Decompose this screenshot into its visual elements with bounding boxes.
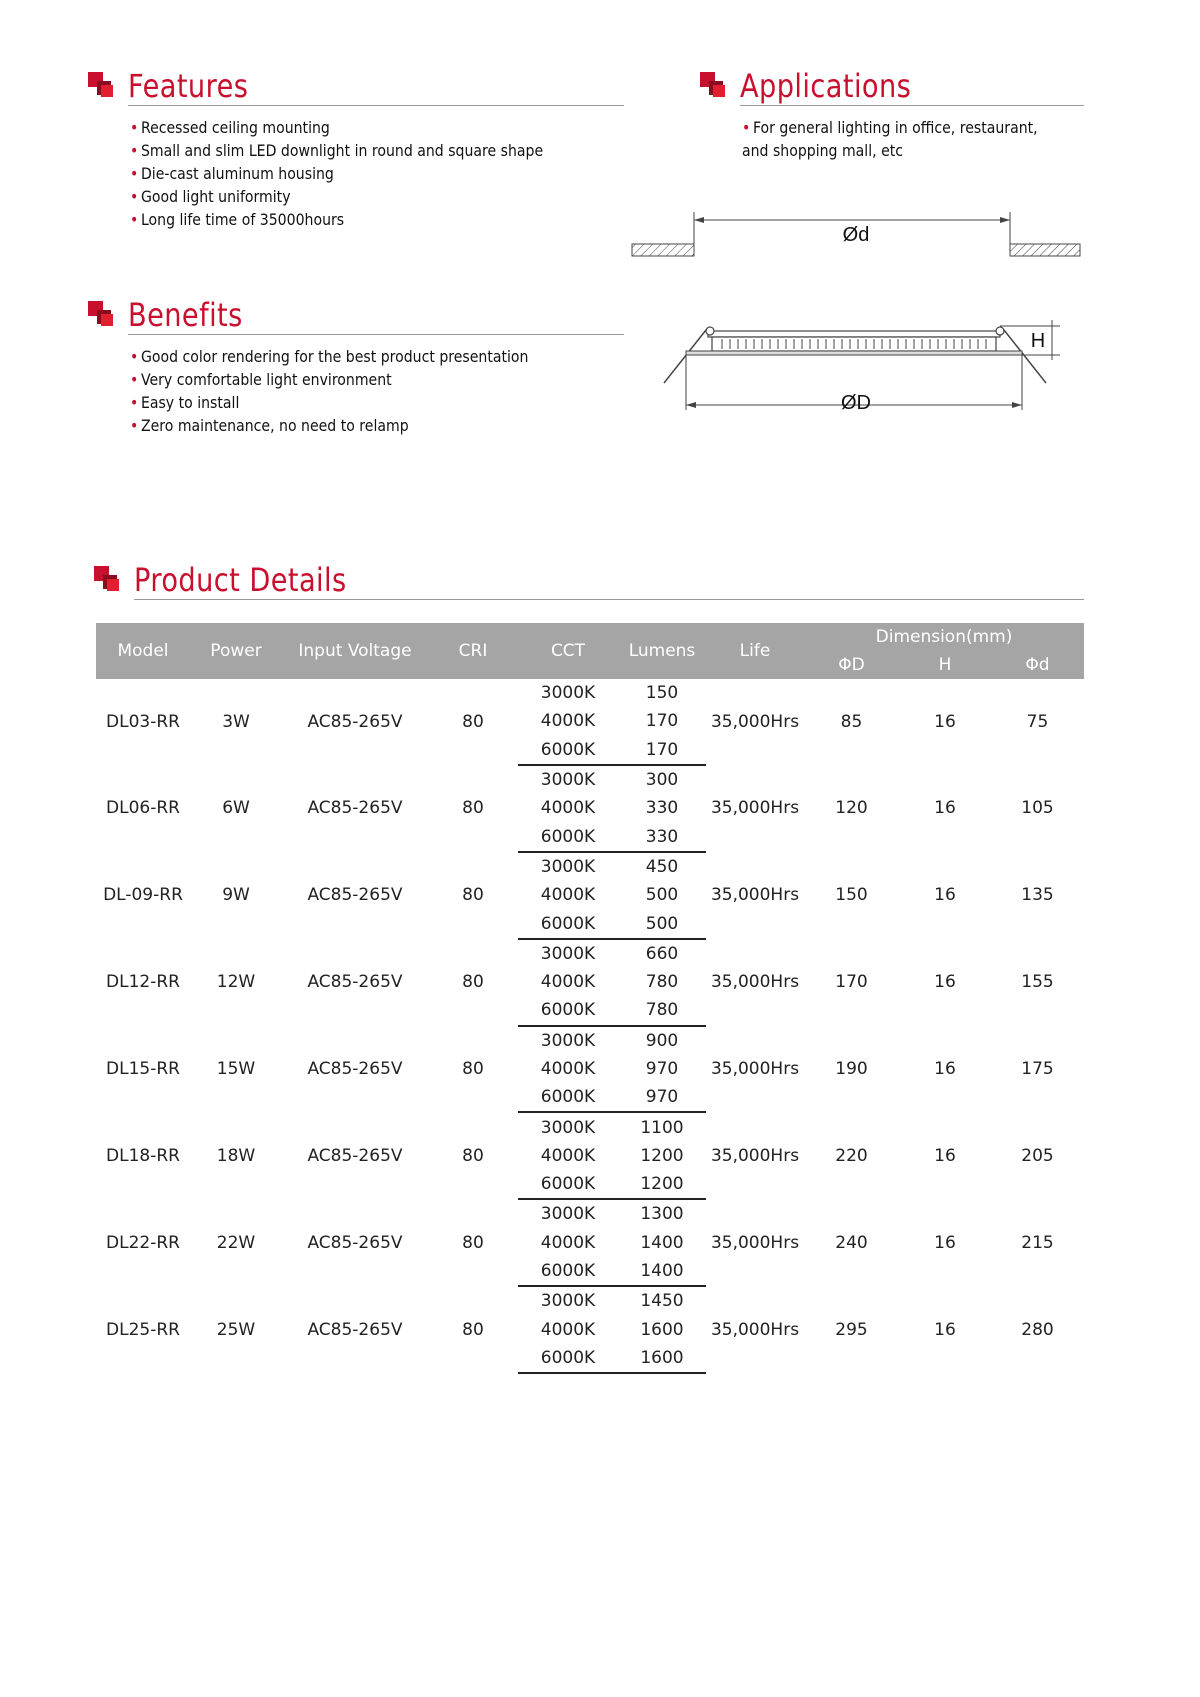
applications-section bbox=[700, 68, 1084, 162]
benefits-list bbox=[130, 345, 624, 437]
cell-life: 35,000Hrs bbox=[710, 1232, 800, 1253]
cell-voltage: AC85-265V bbox=[307, 1232, 403, 1253]
header-lumens: Lumens bbox=[618, 623, 706, 679]
cell-height: 16 bbox=[934, 798, 956, 819]
table-row bbox=[96, 1286, 1084, 1315]
cell-lumens: 330 bbox=[645, 798, 679, 819]
cell-power: 3W bbox=[222, 711, 250, 732]
applications-list bbox=[742, 116, 1084, 162]
cell-cri: 80 bbox=[462, 1059, 484, 1079]
cell-lumens: 1600 bbox=[618, 1344, 706, 1373]
cell-life: 35,000Hrs bbox=[710, 711, 800, 732]
divider bbox=[740, 105, 1084, 106]
cell-lumens: 970 bbox=[618, 1083, 706, 1112]
cell-life: 35,000Hrs bbox=[710, 972, 800, 993]
cell-cutout-diameter: 75 bbox=[1026, 711, 1049, 732]
cell-outer-diameter: 170 bbox=[835, 972, 868, 993]
cell-cct: 4000K bbox=[540, 711, 596, 732]
cell-outer-diameter: 220 bbox=[835, 1145, 868, 1166]
product-details-section bbox=[94, 562, 1084, 598]
cell-cct: 6000K bbox=[518, 1170, 618, 1199]
cell-lumens: 170 bbox=[645, 711, 679, 732]
table-row bbox=[96, 765, 1084, 794]
features-list bbox=[130, 116, 624, 231]
header-outer-diameter: ΦD bbox=[804, 651, 899, 679]
cell-outer-diameter: 240 bbox=[835, 1232, 868, 1253]
benefits-title: Benefits bbox=[128, 296, 243, 334]
cell-power: 22W bbox=[216, 1232, 256, 1253]
cell-model: DL-09-RR bbox=[103, 885, 183, 906]
cell-cct: 3000K bbox=[540, 1291, 596, 1312]
cell-cct: 3000K bbox=[540, 1117, 596, 1138]
header-cutout-diameter: Φd bbox=[991, 651, 1084, 679]
list-item: • For general lighting in office, restaurant, and shopping mall, etc bbox=[742, 118, 1038, 160]
cell-voltage: AC85-265V bbox=[307, 798, 403, 819]
cell-outer-diameter: 190 bbox=[835, 1059, 868, 1079]
cell-power: 18W bbox=[216, 1145, 256, 1166]
cell-cct: 3000K bbox=[540, 1030, 596, 1051]
cell-life: 35,000Hrs bbox=[710, 1145, 800, 1166]
list-item: • Very comfortable light environment bbox=[130, 370, 392, 389]
cell-power: 15W bbox=[216, 1059, 256, 1079]
height-dimension-label: H bbox=[1030, 330, 1046, 352]
header-dimension: Dimension(mm) bbox=[804, 623, 1084, 651]
features-title: Features bbox=[128, 67, 249, 105]
applications-title: Applications bbox=[740, 67, 912, 105]
product-details-body bbox=[96, 679, 1084, 1373]
cell-power: 6W bbox=[222, 798, 250, 819]
cell-cri: 80 bbox=[462, 1232, 484, 1253]
cell-power: 9W bbox=[222, 885, 250, 906]
cell-cutout-diameter: 155 bbox=[1021, 972, 1054, 993]
cell-lumens: 780 bbox=[645, 972, 679, 993]
cell-lumens: 330 bbox=[618, 822, 706, 851]
cell-cutout-diameter: 215 bbox=[1021, 1232, 1054, 1253]
cell-lumens: 1300 bbox=[640, 1204, 684, 1225]
cell-power: 12W bbox=[216, 972, 256, 993]
cell-outer-diameter: 295 bbox=[835, 1319, 868, 1340]
cutout-dimension-label: Ød bbox=[842, 224, 870, 246]
cell-cct: 6000K bbox=[518, 909, 618, 938]
cell-height: 16 bbox=[934, 1232, 956, 1253]
cell-model: DL12-RR bbox=[106, 972, 180, 993]
table-row bbox=[96, 1026, 1084, 1055]
cell-height: 16 bbox=[934, 1319, 956, 1340]
table-row bbox=[96, 852, 1084, 881]
cell-height: 16 bbox=[934, 1059, 956, 1079]
cell-model: DL25-RR bbox=[106, 1319, 180, 1340]
cell-cct: 6000K bbox=[518, 1257, 618, 1286]
cell-cct: 6000K bbox=[518, 1083, 618, 1112]
cell-lumens: 1400 bbox=[640, 1232, 684, 1253]
features-section bbox=[88, 68, 624, 231]
product-details-table bbox=[96, 623, 1084, 1374]
cell-cutout-diameter: 105 bbox=[1021, 798, 1054, 819]
table-row bbox=[96, 939, 1084, 968]
cell-lumens: 780 bbox=[618, 996, 706, 1025]
list-item: • Small and slim LED downlight in round and square shape bbox=[130, 141, 544, 160]
cell-cct: 6000K bbox=[518, 736, 618, 765]
list-item: • Recessed ceiling mounting bbox=[130, 118, 330, 137]
section-bullet-icon bbox=[700, 72, 728, 100]
cell-lumens: 660 bbox=[645, 943, 679, 964]
cell-cct: 6000K bbox=[518, 822, 618, 851]
header-cct: CCT bbox=[518, 623, 618, 679]
cell-voltage: AC85-265V bbox=[307, 1059, 403, 1079]
cell-cct: 6000K bbox=[518, 1344, 618, 1373]
cell-cri: 80 bbox=[462, 798, 484, 819]
cell-lumens: 1450 bbox=[640, 1291, 684, 1312]
cell-cct: 4000K bbox=[540, 798, 596, 819]
cell-outer-diameter: 120 bbox=[835, 798, 868, 819]
cell-cri: 80 bbox=[462, 711, 484, 732]
cell-lumens: 1400 bbox=[618, 1257, 706, 1286]
cell-lumens: 1200 bbox=[618, 1170, 706, 1199]
table-row bbox=[96, 1112, 1084, 1141]
cell-lumens: 1100 bbox=[640, 1117, 684, 1138]
cell-height: 16 bbox=[934, 711, 956, 732]
cell-voltage: AC85-265V bbox=[307, 972, 403, 993]
divider bbox=[128, 105, 624, 106]
cell-cutout-diameter: 175 bbox=[1021, 1059, 1054, 1079]
cell-voltage: AC85-265V bbox=[307, 711, 403, 732]
cell-cct: 3000K bbox=[540, 1204, 596, 1225]
list-item: • Long life time of 35000hours bbox=[130, 210, 345, 229]
cell-outer-diameter: 150 bbox=[835, 885, 868, 906]
cell-power: 25W bbox=[216, 1319, 256, 1340]
table-row bbox=[96, 679, 1084, 707]
cell-cct: 4000K bbox=[540, 972, 596, 993]
cell-lumens: 170 bbox=[618, 736, 706, 765]
cell-cct: 3000K bbox=[540, 943, 596, 964]
cell-cutout-diameter: 280 bbox=[1021, 1319, 1054, 1340]
cell-cct: 4000K bbox=[540, 1059, 596, 1079]
product-details-title: Product Details bbox=[134, 561, 347, 599]
table-row bbox=[96, 1199, 1084, 1228]
outer-dimension-label: ØD bbox=[841, 392, 871, 414]
cell-cct: 4000K bbox=[540, 1145, 596, 1166]
cell-cri: 80 bbox=[462, 1145, 484, 1166]
cell-lumens: 450 bbox=[645, 856, 679, 877]
cell-model: DL22-RR bbox=[106, 1232, 180, 1253]
cell-cct: 3000K bbox=[540, 856, 596, 877]
cell-life: 35,000Hrs bbox=[710, 1059, 800, 1079]
section-bullet-icon bbox=[88, 72, 116, 100]
cell-cct: 4000K bbox=[540, 1319, 596, 1340]
cell-cutout-diameter: 135 bbox=[1021, 885, 1054, 906]
header-life: Life bbox=[706, 623, 804, 679]
cell-lumens: 970 bbox=[645, 1059, 679, 1079]
cell-cct: 3000K bbox=[540, 770, 596, 791]
cell-cct: 6000K bbox=[518, 996, 618, 1025]
cell-height: 16 bbox=[934, 1145, 956, 1166]
cell-lumens: 300 bbox=[645, 770, 679, 791]
cell-height: 16 bbox=[934, 885, 956, 906]
cell-height: 16 bbox=[934, 972, 956, 993]
cell-voltage: AC85-265V bbox=[307, 1145, 403, 1166]
cell-outer-diameter: 85 bbox=[840, 711, 863, 732]
cell-model: DL18-RR bbox=[106, 1145, 180, 1166]
header-cri: CRI bbox=[428, 623, 518, 679]
cell-cri: 80 bbox=[462, 1319, 484, 1340]
cell-model: DL03-RR bbox=[106, 711, 180, 732]
cell-lumens: 500 bbox=[645, 885, 679, 906]
header-height: H bbox=[899, 651, 991, 679]
cell-life: 35,000Hrs bbox=[710, 798, 800, 819]
cell-lumens: 1600 bbox=[640, 1319, 684, 1340]
header-voltage: Input Voltage bbox=[282, 623, 428, 679]
cell-voltage: AC85-265V bbox=[307, 885, 403, 906]
dimension-diagram bbox=[620, 200, 1090, 430]
list-item: • Die-cast aluminum housing bbox=[130, 164, 334, 183]
cell-lumens: 500 bbox=[618, 909, 706, 938]
cell-cri: 80 bbox=[462, 972, 484, 993]
benefits-section bbox=[88, 297, 624, 437]
cell-cutout-diameter: 205 bbox=[1021, 1145, 1054, 1166]
cell-cct: 4000K bbox=[540, 1232, 596, 1253]
section-bullet-icon bbox=[94, 566, 122, 594]
list-item: • Easy to install bbox=[130, 393, 240, 412]
cell-life: 35,000Hrs bbox=[710, 885, 800, 906]
cell-cct: 3000K bbox=[540, 683, 596, 704]
cell-model: DL06-RR bbox=[106, 798, 180, 819]
divider bbox=[134, 599, 1084, 600]
divider bbox=[128, 334, 624, 335]
cell-model: DL15-RR bbox=[106, 1059, 180, 1079]
header-power: Power bbox=[190, 623, 282, 679]
list-item: • Good color rendering for the best product presentation bbox=[130, 347, 529, 366]
cell-lumens: 900 bbox=[645, 1030, 679, 1051]
cell-lumens: 1200 bbox=[640, 1145, 684, 1166]
list-item: • Zero maintenance, no need to relamp bbox=[130, 416, 409, 435]
section-bullet-icon bbox=[88, 301, 116, 329]
cell-life: 35,000Hrs bbox=[710, 1319, 800, 1340]
list-item: • Good light uniformity bbox=[130, 187, 291, 206]
header-model: Model bbox=[96, 623, 190, 679]
cell-lumens: 150 bbox=[645, 683, 679, 704]
cell-voltage: AC85-265V bbox=[307, 1319, 403, 1340]
cell-cct: 4000K bbox=[540, 885, 596, 906]
cell-cri: 80 bbox=[462, 885, 484, 906]
